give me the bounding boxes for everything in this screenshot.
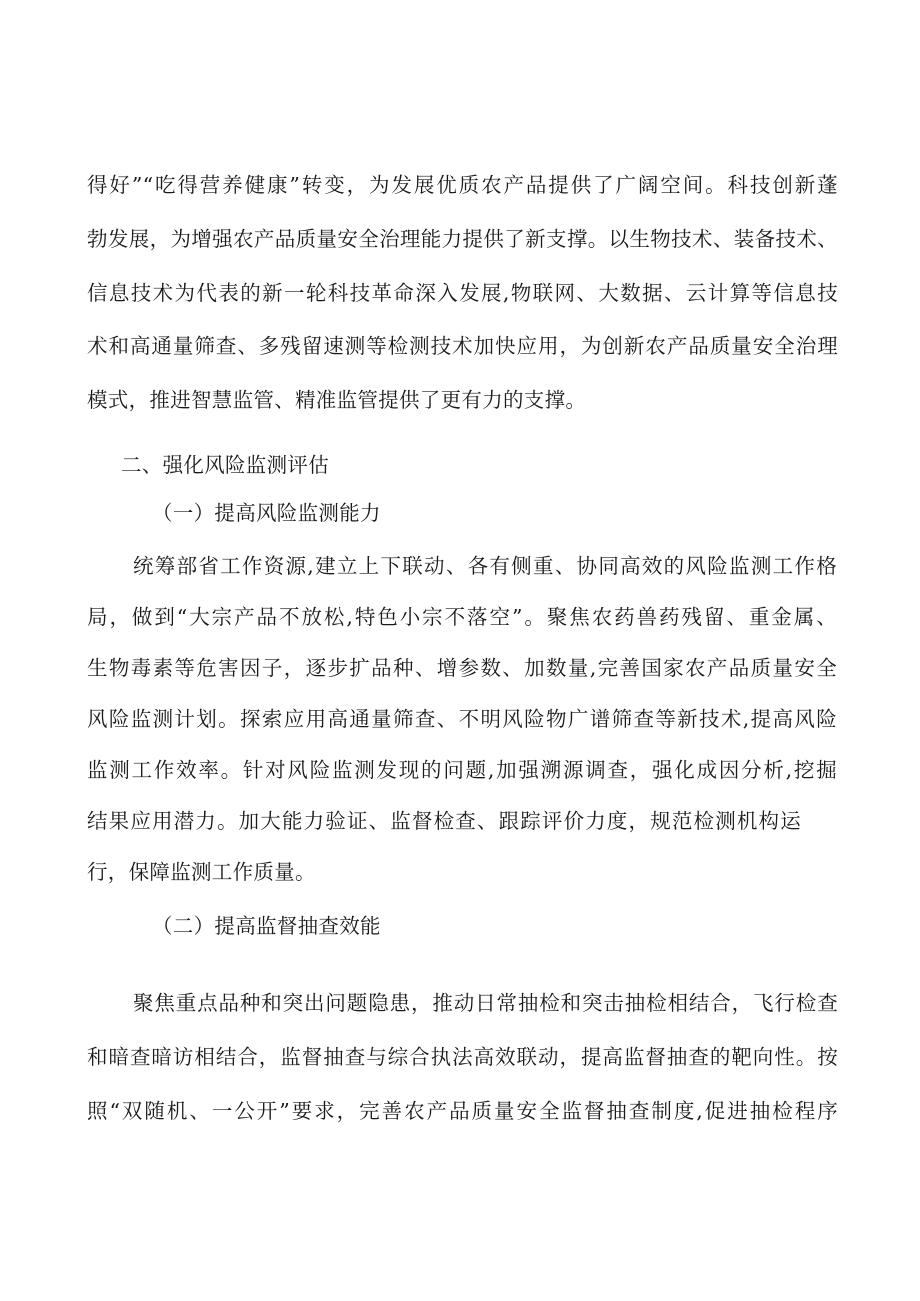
paragraph-3-line-3: 照“双随机、一公开”要求，完善农产品质量安全监督抽查制度,促进抽检程序 bbox=[87, 1099, 838, 1123]
paragraph-2-line-3: 生物毒素等危害因子，逐步扩品种、增参数、加数量,完善国家农产品质量安全 bbox=[87, 656, 837, 680]
paragraph-2-line-4: 风险监测计划。探索应用高通量筛查、不明风险物广谱筛查等新技术,提高风险 bbox=[87, 707, 837, 731]
section-heading: 二、强化风险监测评估 bbox=[121, 453, 329, 477]
paragraph-1-line-1: 得好”“吃得营养健康”转变，为发展优质农产品提供了广阔空间。科技创新蓬 bbox=[87, 173, 838, 197]
paragraph-1-line-5: 模式，推进智慧监管、精准监管提供了更有力的支撑。 bbox=[87, 388, 587, 412]
paragraph-3-line-1: 聚焦重点品种和突出问题隐患，推动日常抽检和突击抽检相结合，飞行检查 bbox=[133, 991, 838, 1015]
paragraph-1-line-3: 信息技术为代表的新一轮科技革命深入发展,物联网、大数据、云计算等信息技 bbox=[87, 281, 838, 305]
paragraph-2-line-7: 行，保障监测工作质量。 bbox=[87, 860, 316, 884]
paragraph-2-line-1: 统筹部省工作资源,建立上下联动、各有侧重、协同高效的风险监测工作格 bbox=[133, 554, 837, 578]
subheading-2: （二）提高监督抽查效能 bbox=[152, 914, 381, 938]
paragraph-2-line-2: 局，做到“大宗产品不放松,特色小宗不落空”。聚焦农药兽药残留、重金属、 bbox=[87, 605, 837, 629]
subheading-1: （一）提高风险监测能力 bbox=[152, 501, 381, 525]
paragraph-1-line-4: 术和高通量筛查、多残留速测等检测技术加快应用，为创新农产品质量安全治理 bbox=[87, 334, 838, 358]
paragraph-2-line-5: 监测工作效率。针对风险监测发现的问题,加强溯源调查，强化成因分析,挖掘 bbox=[87, 758, 837, 782]
paragraph-3-line-2: 和暗查暗访相结合，监督抽查与综合执法高效联动，提高监督抽查的靶向性。按 bbox=[87, 1045, 838, 1069]
paragraph-1-line-2: 勃发展，为增强农产品质量安全治理能力提供了新支撑。以生物技术、装备技术、 bbox=[87, 227, 838, 251]
paragraph-2-line-6: 结果应用潜力。加大能力验证、监督检查、跟踪评价力度，规范检测机构运 bbox=[87, 809, 801, 833]
